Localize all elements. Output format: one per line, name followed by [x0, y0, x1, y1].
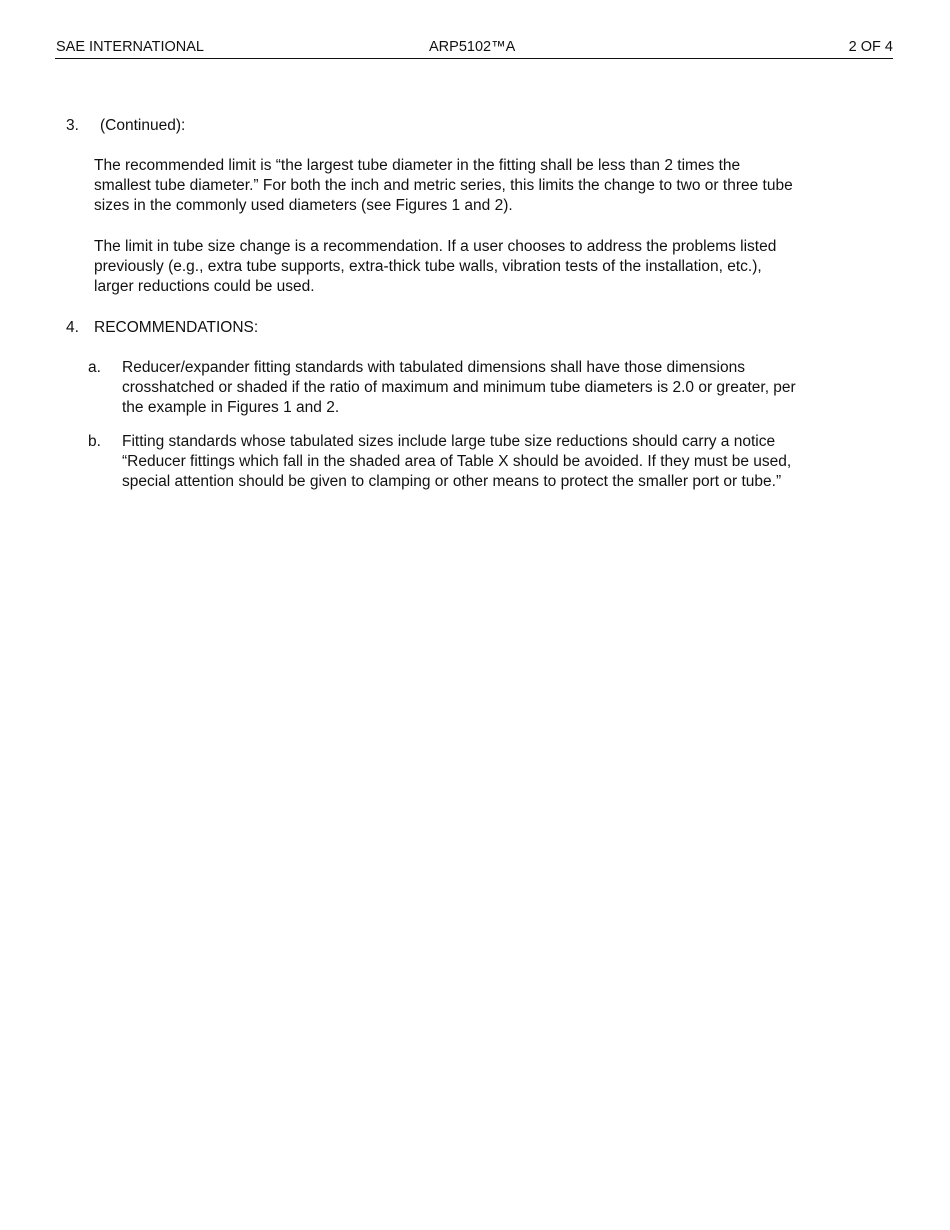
list-item-a-marker: a.: [88, 359, 101, 376]
paragraph-line: smallest tube diameter.” For both the inch and metric series, this limits the change to two or three tube: [94, 177, 793, 195]
header-page-number: 2 OF 4: [848, 39, 893, 55]
section-3-number: 3.: [66, 117, 79, 134]
list-item-line: the example in Figures 1 and 2.: [122, 399, 340, 417]
list-item-line: “Reducer fittings which fall in the shaded area of Table X should be avoided. If they must be used,: [122, 453, 792, 471]
list-item-b-marker: b.: [88, 433, 101, 450]
list-item-line: crosshatched or shaded if the ratio of maximum and minimum tube diameters is 2.0 or greater, per: [122, 379, 796, 397]
list-item-a-text: [122, 358, 882, 419]
section-3-paragraph-2: [94, 237, 884, 298]
paragraph-line: The recommended limit is “the largest tube diameter in the fitting shall be less than 2 times the: [94, 157, 741, 174]
list-item-line: Reducer/expander fitting standards with tabulated dimensions shall have those dimensions: [122, 359, 745, 376]
page-header: [55, 38, 893, 58]
list-item-b-text: [122, 432, 882, 493]
header-organization: SAE INTERNATIONAL: [56, 39, 204, 55]
paragraph-line: The limit in tube size change is a recommendation. If a user chooses to address the problems listed: [94, 238, 777, 255]
section-4-title: RECOMMENDATIONS:: [94, 319, 259, 336]
section-3-paragraph-1: [94, 156, 884, 217]
list-item-line: Fitting standards whose tabulated sizes include large tube size reductions should carry a notice: [122, 433, 776, 450]
paragraph-line: sizes in the commonly used diameters (see Figures 1 and 2).: [94, 197, 513, 215]
list-item-line: special attention should be given to clamping or other means to protect the smaller port or tube.”: [122, 473, 782, 491]
section-4-number: 4.: [66, 319, 79, 336]
header-document-number: ARP5102™A: [429, 39, 516, 55]
header-divider: [55, 58, 893, 59]
section-3-title: (Continued):: [100, 117, 186, 134]
paragraph-line: larger reductions could be used.: [94, 278, 315, 296]
paragraph-line: previously (e.g., extra tube supports, extra-thick tube walls, vibration tests of the installation, etc.),: [94, 258, 762, 276]
